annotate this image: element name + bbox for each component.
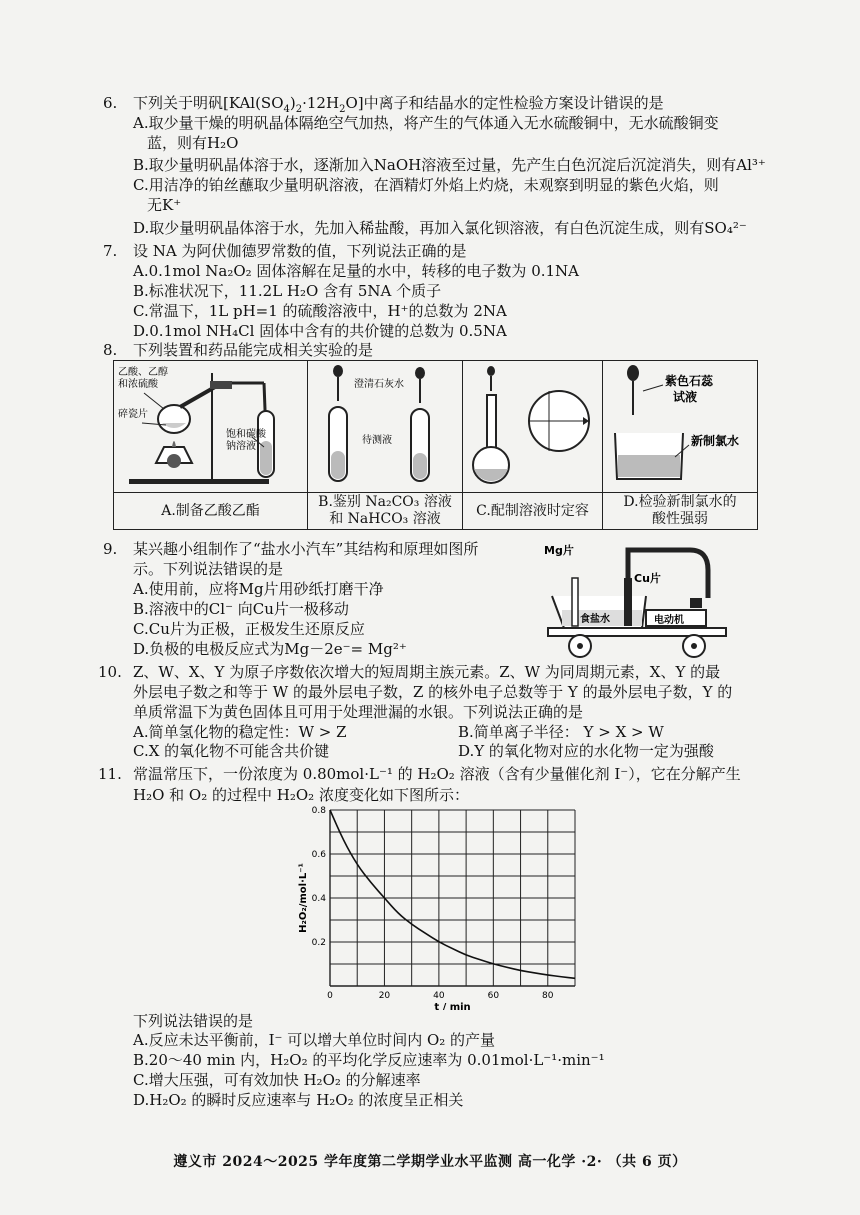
- q8-number: 8.: [103, 341, 118, 359]
- label-motor: 电动机: [654, 615, 684, 626]
- q8-apparatus-table: [113, 360, 758, 530]
- chart-grid: [330, 810, 575, 986]
- label-limewater: 澄清石灰水: [354, 379, 404, 390]
- q11-stem-line2: H₂O 和 O₂ 的过程中 H₂O₂ 浓度变化如下图所示：: [133, 786, 469, 804]
- label-chlorine-water: 新制氯水: [691, 434, 740, 448]
- test-tube-dropper-figure: [308, 361, 461, 491]
- q9-option-b: B.溶液中的Cl⁻ 向Cu片一极移动: [133, 600, 349, 618]
- q9-option-c: C.Cu片为正极，正极发生还原反应: [133, 620, 365, 638]
- q7-stem: 设 NA 为阿伏伽德罗常数的值，下列说法正确的是: [133, 242, 467, 260]
- q11-option-d: D.H₂O₂ 的瞬时反应速率与 H₂O₂ 的浓度呈正相关: [133, 1091, 464, 1109]
- h2o2-concentration-curve: [330, 810, 575, 978]
- y-tick-label: 0.2: [311, 938, 326, 948]
- q8-cell-d: [603, 361, 757, 529]
- label-litmus-2: 试液: [673, 390, 698, 404]
- x-tick-label: 60: [487, 991, 500, 1001]
- q8-stem: 下列装置和药品能完成相关实验的是: [133, 341, 374, 359]
- q7-option-a: A.0.1mol Na₂O₂ 固体溶解在足量的水中，转移的电子数为 0.1NA: [133, 262, 580, 280]
- q7-option-c: C.常温下，1L pH=1 的硫酸溶液中，H⁺的总数为 2NA: [133, 302, 507, 320]
- label-cu-plate: Cu片: [634, 572, 661, 585]
- x-tick-label: 80: [542, 991, 554, 1001]
- q10-stem-line1: Z、W、X、Y 为原子序数依次增大的短周期主族元素。Z、W 为同周期元素，X、Y 的最: [133, 663, 721, 681]
- label-test-solution: 待测液: [362, 435, 392, 446]
- q7-option-d: D.0.1mol NH₄Cl 固体中含有的共价键的总数为 0.5NA: [133, 322, 507, 340]
- q10-option-d: D.Y 的氧化物对应的水化物一定为强酸: [458, 742, 714, 760]
- q6-option-c-line1: C.用洁净的铂丝蘸取少量明矾溶液，在酒精灯外焰上灼烧，未观察到明显的紫色火焰，则: [133, 176, 719, 194]
- q10-number: 10.: [98, 663, 122, 681]
- label-litmus: 紫色石蕊: [665, 374, 714, 388]
- q8-cell-c: [463, 361, 603, 529]
- x-tick-label: 0: [327, 991, 333, 1001]
- q8-caption-b: B.鉴别 Na₂CO₃ 溶液 和 NaHCO₃ 溶液: [308, 492, 462, 529]
- q6-option-d: D.取少量明矾晶体溶于水，先加入稀盐酸，再加入氯化钡溶液，有白色沉淀生成，则有SO₄²⁻: [133, 219, 747, 237]
- x-tick-label: 20: [378, 991, 391, 1001]
- salt-water-car-figure: [540, 540, 745, 665]
- q10-option-b: B.简单离子半径： Y > X > W: [458, 723, 664, 741]
- q10-option-a: A.简单氢化物的稳定性：W > Z: [133, 723, 347, 741]
- label-reagents-2: 和浓硫酸: [118, 379, 158, 390]
- page-footer: 遵义市 2024～2025 学年度第二学期学业水平监测 高一化学 ·2· （共 6 页）: [173, 1154, 687, 1170]
- q10-stem-line2: 外层电子数之和等于 W 的最外层电子数，Z 的核外电子总数等于 Y 的最外层电子数，Y 的: [133, 683, 733, 701]
- h2o2-concentration-chart: [288, 798, 588, 1010]
- q6-number: 6.: [103, 94, 118, 112]
- q11-number: 11.: [98, 765, 122, 783]
- label-mg-plate: Mg片: [544, 544, 574, 557]
- chart-ticks: [312, 806, 554, 1001]
- q11-option-b: B.20～40 min 内，H₂O₂ 的平均化学反应速率为 0.01mol·L⁻¹·min⁻¹: [133, 1051, 605, 1069]
- chart-y-axis-label: H₂O₂/mol·L⁻¹: [298, 863, 309, 933]
- q7-number: 7.: [103, 242, 118, 260]
- q7-option-b: B.标准状况下，11.2L H₂O 含有 5NA 个质子: [133, 282, 442, 300]
- q6-option-a-line1: A.取少量干燥的明矾晶体隔绝空气加热，将产生的气体通入无水硫酸铜中，无水硫酸铜变: [133, 114, 719, 132]
- label-na2co3: 饱和碳酸: [226, 429, 266, 440]
- q6-option-a-line2: 蓝，则有H₂O: [147, 134, 239, 152]
- q6-option-b: B.取少量明矾晶体溶于水，逐渐加入NaOH溶液至过量，先产生白色沉淀后沉淀消失，则有Al³⁺: [133, 156, 766, 174]
- chart-x-axis-label: t / min: [434, 1002, 471, 1010]
- q8-cell-a: [114, 361, 308, 529]
- q11-stem-line1: 常温常压下，一份浓度为 0.80mol·L⁻¹ 的 H₂O₂ 溶液（含有少量催化剂 I⁻），它在分解产生: [133, 765, 741, 783]
- label-reagents: 乙酸、乙醇: [118, 367, 168, 378]
- q9-option-a: A.使用前，应将Mg片用砂纸打磨干净: [133, 580, 384, 598]
- y-tick-label: 0.8: [311, 806, 326, 816]
- q8-caption-d: D.检验新制氯水的 酸性强弱: [603, 492, 757, 529]
- q9-stem-line1: 某兴趣小组制作了“盐水小汽车”其结构和原理如图所: [133, 540, 479, 558]
- beaker-indicator-figure: [603, 361, 755, 491]
- q6-stem: 下列关于明矾$[KAl(SO_4)_2\cdot 12H_2O]$中离子和结晶水的定性检验方案设计错误的是: [133, 94, 664, 115]
- q9-number: 9.: [103, 540, 118, 558]
- q10-option-c: C.X 的氧化物不可能含共价键: [133, 742, 330, 760]
- label-boiling-chips: 碎瓷片: [118, 409, 148, 420]
- esterification-apparatus-figure: [114, 361, 306, 491]
- volumetric-flask-figure: [463, 361, 601, 491]
- label-na2co3-2: 钠溶液: [226, 441, 256, 452]
- q8-caption-a: A.制备乙酸乙酯: [114, 492, 307, 529]
- q8-caption-c: C.配制溶液时定容: [463, 492, 602, 529]
- y-tick-label: 0.4: [311, 894, 326, 904]
- q11-question: 下列说法错误的是: [133, 1012, 254, 1030]
- q10-stem-line3: 单质常温下为黄色固体且可用于处理泄漏的水银。下列说法正确的是: [133, 703, 584, 721]
- q8-cell-b: [308, 361, 463, 529]
- x-tick-label: 40: [433, 991, 445, 1001]
- q11-option-c: C.增大压强，可有效加快 H₂O₂ 的分解速率: [133, 1071, 421, 1089]
- q11-option-a: A.反应未达平衡前，I⁻ 可以增大单位时间内 O₂ 的产量: [133, 1031, 496, 1049]
- y-tick-label: 0.6: [311, 850, 326, 860]
- q9-stem-line2: 示。下列说法错误的是: [133, 560, 284, 578]
- q9-option-d: D.负极的电极反应式为Mg－2e⁻= Mg²⁺: [133, 640, 407, 658]
- label-salt-water: 食盐水: [580, 614, 610, 625]
- q6-option-c-line2: 无K⁺: [147, 196, 182, 214]
